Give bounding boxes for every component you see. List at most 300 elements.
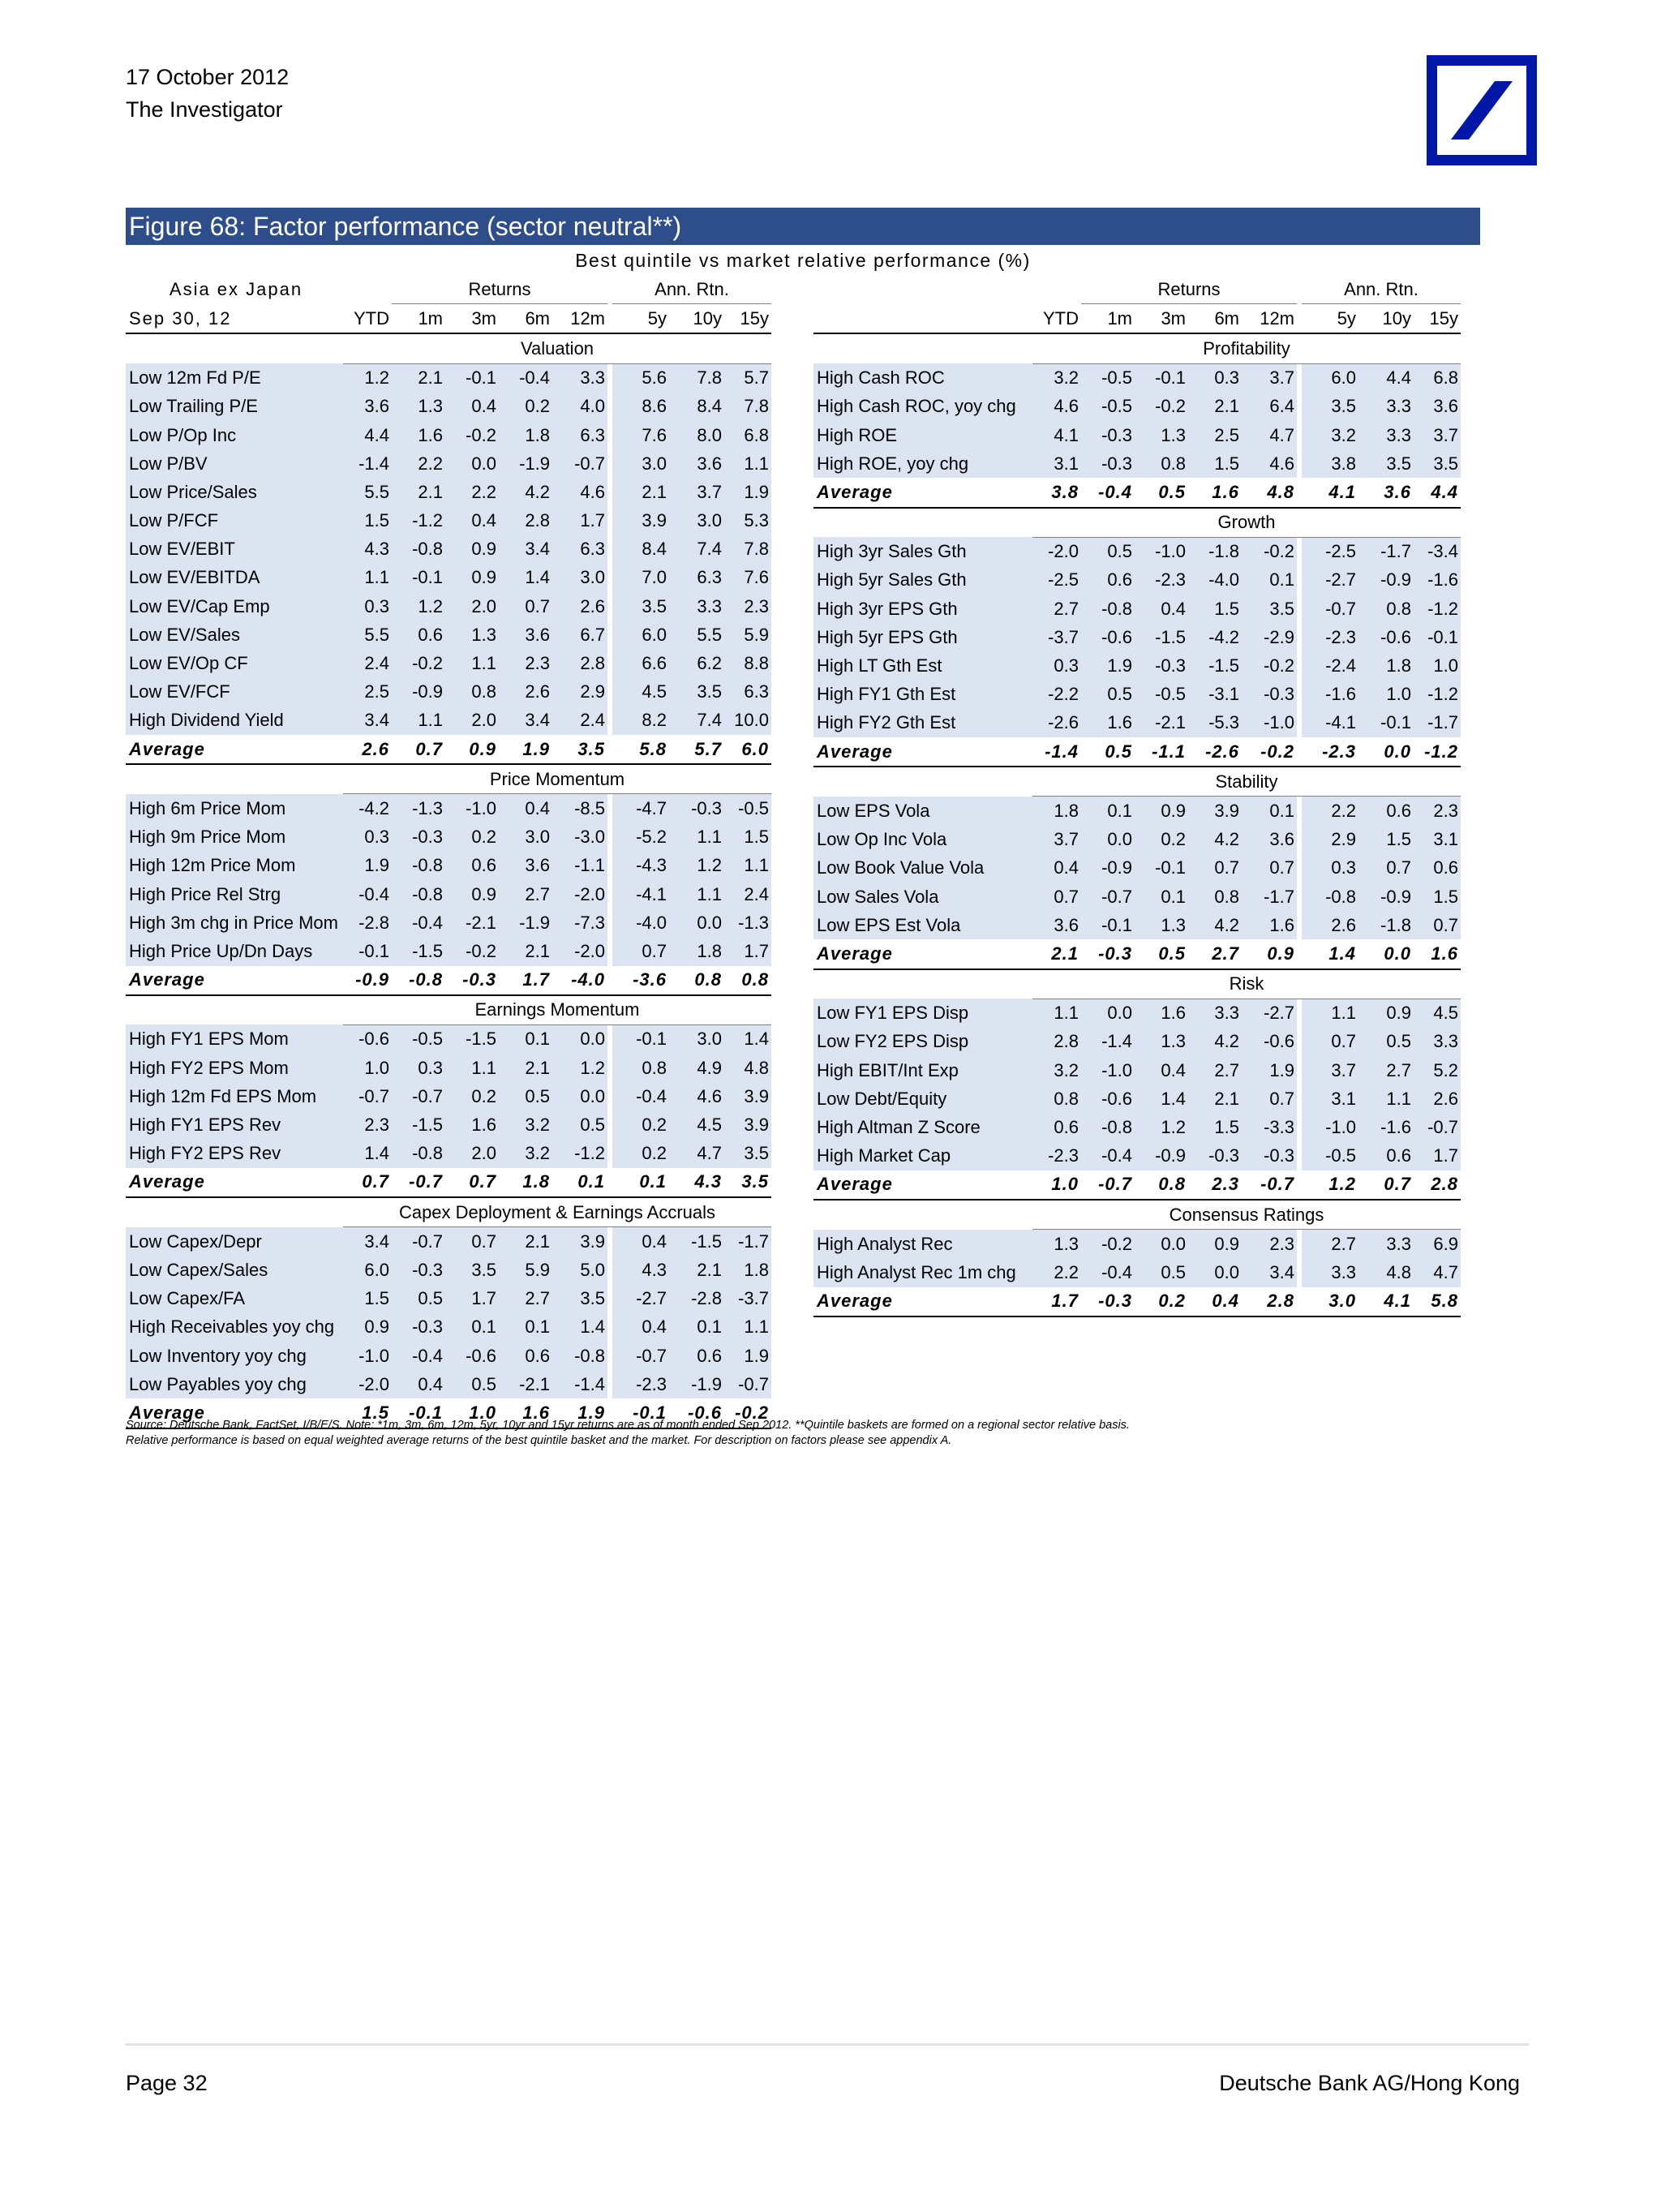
factor-label: Low FY2 EPS Disp	[813, 1028, 1032, 1056]
value-cell: 6.0	[343, 1256, 392, 1284]
value-cell: -3.3	[1242, 1113, 1297, 1141]
value-cell: 2.8	[1414, 1170, 1461, 1200]
col-header: 6m	[499, 304, 552, 334]
value-cell: 0.5	[1081, 737, 1135, 767]
value-cell: 5.7	[724, 363, 771, 393]
value-cell: -2.5	[1302, 537, 1358, 566]
value-cell: 0.5	[1135, 1258, 1188, 1286]
value-cell: 1.7	[724, 937, 771, 965]
value-cell: 0.7	[499, 592, 552, 621]
value-cell: 3.1	[1414, 826, 1461, 854]
value-cell: 6.6	[612, 649, 669, 677]
value-cell: -0.8	[1081, 595, 1135, 623]
table-row	[126, 592, 771, 621]
value-cell: 3.0	[669, 1024, 724, 1054]
value-cell: 1.5	[343, 1398, 392, 1428]
value-cell: 0.1	[669, 1313, 724, 1342]
col-header: 10y	[1358, 304, 1414, 334]
factor-label: High FY1 EPS Rev	[126, 1110, 343, 1139]
value-cell: -4.1	[612, 880, 669, 908]
table-row	[813, 1258, 1461, 1286]
value-cell: 3.4	[499, 535, 552, 564]
value-cell: -0.7	[612, 1342, 669, 1370]
value-cell: 3.1	[1032, 449, 1081, 478]
section-header-row	[813, 333, 1461, 363]
table-row	[813, 393, 1461, 421]
value-cell: -0.8	[392, 852, 445, 880]
factor-label: High 5yr EPS Gth	[813, 623, 1032, 651]
average-row	[813, 478, 1461, 507]
value-cell: 3.9	[612, 507, 669, 535]
value-cell: 1.1	[724, 852, 771, 880]
value-cell: -1.0	[1135, 537, 1188, 566]
table-row	[126, 1082, 771, 1110]
value-cell: 0.0	[552, 1024, 607, 1054]
col-header: YTD	[1032, 304, 1081, 334]
value-cell: 1.1	[1302, 999, 1358, 1028]
value-cell: -1.1	[1135, 737, 1188, 767]
value-cell: 0.4	[499, 794, 552, 823]
value-cell: -1.2	[1414, 681, 1461, 709]
table-row	[813, 999, 1461, 1028]
section-header-row	[813, 1200, 1461, 1230]
value-cell: -0.3	[1135, 651, 1188, 680]
value-cell: -0.3	[1242, 681, 1297, 709]
value-cell: -3.0	[552, 823, 607, 852]
value-cell: 3.5	[1414, 449, 1461, 478]
value-cell: -5.2	[612, 823, 669, 852]
value-cell: 3.3	[1358, 421, 1414, 449]
value-cell: -0.2	[1242, 651, 1297, 680]
value-cell: 2.8	[1242, 1287, 1297, 1316]
value-cell: 1.3	[1032, 1230, 1081, 1259]
value-cell: 1.2	[343, 363, 392, 393]
section-title: Growth	[1032, 508, 1461, 538]
value-cell: 3.3	[1414, 1028, 1461, 1056]
value-cell: 2.2	[1302, 797, 1358, 826]
value-cell: -1.4	[1081, 1028, 1135, 1056]
value-cell: 0.7	[1242, 854, 1297, 883]
table-row	[126, 937, 771, 965]
section-spacer	[813, 1200, 1032, 1230]
value-cell: -0.2	[392, 649, 445, 677]
value-cell: 3.5	[552, 735, 607, 764]
value-cell: -0.4	[1081, 478, 1135, 507]
value-cell: 3.5	[724, 1168, 771, 1197]
table-row	[126, 649, 771, 677]
value-cell: 0.0	[1135, 1230, 1188, 1259]
value-cell: -0.2	[1242, 537, 1297, 566]
table-row	[126, 1140, 771, 1168]
value-cell: -4.0	[552, 966, 607, 995]
value-cell: 2.8	[552, 649, 607, 677]
table-row	[126, 535, 771, 564]
value-cell: -2.6	[1032, 709, 1081, 737]
value-cell: 2.3	[724, 592, 771, 621]
value-cell: 1.6	[445, 1110, 499, 1139]
table-row	[813, 1230, 1461, 1259]
table-row	[126, 823, 771, 852]
value-cell: 0.5	[1358, 1028, 1414, 1056]
value-cell: 6.3	[552, 535, 607, 564]
value-cell: 1.4	[1135, 1085, 1188, 1113]
value-cell: -1.8	[1188, 537, 1242, 566]
factor-label: Low Op Inc Vola	[813, 826, 1032, 854]
value-cell: -1.6	[1414, 566, 1461, 595]
value-cell: 4.2	[1188, 826, 1242, 854]
value-cell: 5.5	[669, 621, 724, 649]
value-cell: -8.5	[552, 794, 607, 823]
factor-label: Low Price/Sales	[126, 478, 343, 506]
value-cell: 4.8	[724, 1054, 771, 1082]
factor-label: High Price Up/Dn Days	[126, 937, 343, 965]
value-cell: 2.7	[1188, 939, 1242, 969]
value-cell: 1.8	[1032, 797, 1081, 826]
value-cell: 2.1	[1188, 1085, 1242, 1113]
value-cell: -0.5	[1081, 393, 1135, 421]
value-cell: 4.1	[1032, 421, 1081, 449]
value-cell: -0.4	[1081, 1258, 1135, 1286]
value-cell: 0.6	[1358, 797, 1414, 826]
value-cell: 3.5	[1358, 449, 1414, 478]
value-cell: 3.9	[724, 1082, 771, 1110]
value-cell: -0.5	[1081, 363, 1135, 393]
value-cell: 4.2	[1188, 911, 1242, 939]
value-cell: 1.5	[1188, 595, 1242, 623]
value-cell: 0.8	[1358, 595, 1414, 623]
value-cell: 0.7	[1032, 883, 1081, 911]
value-cell: -3.7	[724, 1285, 771, 1313]
value-cell: 2.0	[445, 707, 499, 735]
value-cell: 0.1	[612, 1168, 669, 1197]
value-cell: -2.1	[1135, 709, 1188, 737]
value-cell: 3.4	[499, 707, 552, 735]
value-cell: 3.6	[343, 393, 392, 421]
factor-label: High Altman Z Score	[813, 1113, 1032, 1141]
value-cell: 0.7	[1242, 1085, 1297, 1113]
value-cell: 2.3	[499, 649, 552, 677]
value-cell: -0.6	[1242, 1028, 1297, 1056]
table-row	[813, 595, 1461, 623]
value-cell: 0.6	[392, 621, 445, 649]
value-cell: -2.0	[552, 880, 607, 908]
factor-label: High Receivables yoy chg	[126, 1313, 343, 1342]
value-cell: 8.4	[612, 535, 669, 564]
factor-label: High FY2 Gth Est	[813, 709, 1032, 737]
value-cell: 2.1	[1188, 393, 1242, 421]
average-label: Average	[813, 1287, 1032, 1316]
source-line-2: Relative performance is based on equal weighted average returns of the best quintile basket and the market. For description on factors please see appendix A.	[126, 1434, 952, 1447]
value-cell: -0.7	[392, 1082, 445, 1110]
value-cell: -0.3	[392, 1313, 445, 1342]
value-cell: 0.6	[1032, 1113, 1081, 1141]
value-cell: 1.6	[1242, 911, 1297, 939]
value-cell: 4.6	[1032, 393, 1081, 421]
value-cell: -0.2	[1081, 1230, 1135, 1259]
value-cell: -0.6	[669, 1398, 724, 1428]
value-cell: 4.8	[1242, 478, 1297, 507]
average-row	[813, 737, 1461, 767]
value-cell: -0.9	[1358, 883, 1414, 911]
value-cell: 0.7	[392, 735, 445, 764]
value-cell: 3.3	[1302, 1258, 1358, 1286]
value-cell: 5.6	[612, 363, 669, 393]
value-cell: 2.3	[1242, 1230, 1297, 1259]
value-cell: -0.1	[612, 1024, 669, 1054]
value-cell: 2.0	[445, 592, 499, 621]
value-cell: 1.7	[1032, 1287, 1081, 1316]
value-cell: -1.0	[343, 1342, 392, 1370]
value-cell: 2.5	[1188, 421, 1242, 449]
value-cell: 0.9	[1358, 999, 1414, 1028]
value-cell: 0.3	[1302, 854, 1358, 883]
col-header: 15y	[1414, 304, 1461, 334]
factor-label: Low Inventory yoy chg	[126, 1342, 343, 1370]
value-cell: 1.1	[1032, 999, 1081, 1028]
value-cell: 1.1	[669, 880, 724, 908]
value-cell: 0.5	[499, 1082, 552, 1110]
value-cell: 1.2	[392, 592, 445, 621]
value-cell: 3.7	[669, 478, 724, 506]
value-cell: 0.0	[552, 1082, 607, 1110]
value-cell: 1.9	[724, 1342, 771, 1370]
value-cell: 2.1	[499, 1227, 552, 1256]
value-cell: -0.6	[1081, 623, 1135, 651]
value-cell: 1.8	[499, 1168, 552, 1197]
value-cell: 2.7	[1358, 1056, 1414, 1085]
value-cell: -0.7	[1414, 1113, 1461, 1141]
value-cell: 0.4	[612, 1227, 669, 1256]
value-cell: 1.5	[1358, 826, 1414, 854]
value-cell: 0.5	[392, 1285, 445, 1313]
value-cell: 0.0	[1188, 1258, 1242, 1286]
value-cell: 1.9	[552, 1398, 607, 1428]
value-cell: -3.7	[1032, 623, 1081, 651]
section-header-row	[813, 767, 1461, 797]
value-cell: 2.2	[445, 478, 499, 506]
value-cell: 6.3	[724, 678, 771, 707]
value-cell: -2.1	[499, 1370, 552, 1398]
value-cell: -0.1	[392, 564, 445, 592]
value-cell: -2.6	[1188, 737, 1242, 767]
table-row	[813, 566, 1461, 595]
value-cell: 0.7	[1302, 1028, 1358, 1056]
value-cell: 0.8	[1135, 449, 1188, 478]
value-cell: -0.4	[499, 363, 552, 393]
value-cell: 1.5	[343, 507, 392, 535]
value-cell: 1.7	[499, 966, 552, 995]
value-cell: 0.4	[1188, 1287, 1242, 1316]
value-cell: 2.3	[1188, 1170, 1242, 1200]
value-cell: -0.2	[445, 421, 499, 449]
section-spacer	[813, 969, 1032, 999]
value-cell: 3.6	[1358, 478, 1414, 507]
value-cell: 4.6	[669, 1082, 724, 1110]
value-cell: 7.6	[724, 564, 771, 592]
factor-label: High ROE, yoy chg	[813, 449, 1032, 478]
value-cell: 1.1	[343, 564, 392, 592]
value-cell: 1.3	[392, 393, 445, 421]
value-cell: 0.9	[445, 564, 499, 592]
value-cell: 0.6	[445, 852, 499, 880]
value-cell: 0.3	[1188, 363, 1242, 393]
section-header-row	[126, 764, 771, 794]
value-cell: 0.5	[1081, 537, 1135, 566]
col-header: 5y	[612, 304, 669, 334]
value-cell: 1.7	[445, 1285, 499, 1313]
value-cell: 1.4	[499, 564, 552, 592]
average-label: Average	[813, 1170, 1032, 1200]
value-cell: 4.7	[1414, 1258, 1461, 1286]
value-cell: 0.4	[1135, 1056, 1188, 1085]
factor-label: High Analyst Rec 1m chg	[813, 1258, 1032, 1286]
value-cell: 4.5	[1414, 999, 1461, 1028]
table-row	[126, 1370, 771, 1398]
value-cell: 0.0	[669, 908, 724, 937]
section-title: Price Momentum	[343, 764, 771, 794]
factor-label: High Market Cap	[813, 1142, 1032, 1170]
table-row	[813, 421, 1461, 449]
table-row	[126, 1227, 771, 1256]
value-cell: -2.2	[1032, 681, 1081, 709]
value-cell: 3.8	[1032, 478, 1081, 507]
value-cell: 5.8	[1414, 1287, 1461, 1316]
value-cell: -2.7	[1242, 999, 1297, 1028]
value-cell: -0.9	[1358, 566, 1414, 595]
value-cell: -1.3	[392, 794, 445, 823]
col-header: 12m	[552, 304, 607, 334]
value-cell: 1.2	[552, 1054, 607, 1082]
factor-label: Low Capex/Sales	[126, 1256, 343, 1284]
value-cell: 2.1	[392, 478, 445, 506]
value-cell: 0.9	[445, 535, 499, 564]
value-cell: 0.8	[1032, 1085, 1081, 1113]
value-cell: 1.1	[392, 707, 445, 735]
value-cell: 1.0	[1032, 1170, 1081, 1200]
value-cell: -1.7	[1414, 709, 1461, 737]
value-cell: 4.4	[1358, 363, 1414, 393]
value-cell: 6.0	[724, 735, 771, 764]
value-cell: 0.3	[392, 1054, 445, 1082]
value-cell: 0.2	[1135, 826, 1188, 854]
value-cell: -0.3	[669, 794, 724, 823]
value-cell: -1.0	[1302, 1113, 1358, 1141]
value-cell: -3.4	[1414, 537, 1461, 566]
value-cell: 0.1	[445, 1313, 499, 1342]
value-cell: 3.5	[669, 678, 724, 707]
table-row	[126, 794, 771, 823]
table-row	[813, 1085, 1461, 1113]
value-cell: -2.3	[612, 1370, 669, 1398]
value-cell: 0.8	[669, 966, 724, 995]
value-cell: 0.7	[1358, 1170, 1414, 1200]
value-cell: -1.9	[499, 908, 552, 937]
value-cell: 0.2	[445, 823, 499, 852]
value-cell: -0.1	[445, 363, 499, 393]
value-cell: 0.4	[445, 393, 499, 421]
value-cell: -1.0	[445, 794, 499, 823]
value-cell: 3.1	[1302, 1085, 1358, 1113]
value-cell: -1.2	[1414, 737, 1461, 767]
table-row	[126, 421, 771, 449]
value-cell: 1.9	[343, 852, 392, 880]
average-row	[126, 1168, 771, 1197]
value-cell: -0.1	[612, 1398, 669, 1428]
value-cell: 3.7	[1242, 363, 1297, 393]
table-row	[126, 880, 771, 908]
value-cell: 3.3	[552, 363, 607, 393]
value-cell: 2.4	[724, 880, 771, 908]
factor-label: High 6m Price Mom	[126, 794, 343, 823]
value-cell: -0.8	[392, 880, 445, 908]
table-row	[126, 908, 771, 937]
section-header-row	[813, 969, 1461, 999]
value-cell: 1.0	[445, 1398, 499, 1428]
table-row	[813, 1056, 1461, 1085]
value-cell: 7.6	[612, 421, 669, 449]
factor-label: High 3yr EPS Gth	[813, 595, 1032, 623]
value-cell: -2.3	[1302, 737, 1358, 767]
value-cell: 0.7	[445, 1227, 499, 1256]
section-spacer	[126, 764, 343, 794]
value-cell: 3.0	[499, 823, 552, 852]
value-cell: 1.3	[1135, 911, 1188, 939]
value-cell: -0.1	[343, 937, 392, 965]
value-cell: -0.3	[1081, 1287, 1135, 1316]
value-cell: 3.4	[1242, 1258, 1297, 1286]
value-cell: 7.4	[669, 535, 724, 564]
value-cell: 0.1	[499, 1024, 552, 1054]
value-cell: 0.7	[343, 1168, 392, 1197]
value-cell: 2.6	[1302, 911, 1358, 939]
value-cell: 4.5	[669, 1110, 724, 1139]
value-cell: -0.3	[392, 823, 445, 852]
value-cell: -0.7	[724, 1370, 771, 1398]
value-cell: -2.0	[552, 937, 607, 965]
factor-label: High ROE	[813, 421, 1032, 449]
value-cell: 1.7	[552, 507, 607, 535]
value-cell: -0.6	[1081, 1085, 1135, 1113]
value-cell: -3.6	[612, 966, 669, 995]
value-cell: 2.7	[499, 1285, 552, 1313]
factor-label: Low P/FCF	[126, 507, 343, 535]
value-cell: -0.5	[1302, 1142, 1358, 1170]
value-cell: -0.8	[552, 1342, 607, 1370]
value-cell: -1.5	[392, 937, 445, 965]
value-cell: 2.1	[392, 363, 445, 393]
factor-label: High FY1 EPS Mom	[126, 1024, 343, 1054]
col-header: 1m	[1081, 304, 1135, 334]
value-cell: 2.8	[499, 507, 552, 535]
value-cell: -0.6	[445, 1342, 499, 1370]
factor-label: High FY2 EPS Rev	[126, 1140, 343, 1168]
value-cell: 3.8	[1302, 449, 1358, 478]
value-cell: -0.3	[1242, 1142, 1297, 1170]
factor-label: Low Payables yoy chg	[126, 1370, 343, 1398]
value-cell: 3.4	[343, 1227, 392, 1256]
value-cell: -0.7	[1302, 595, 1358, 623]
value-cell: 2.9	[1302, 826, 1358, 854]
value-cell: 2.7	[499, 880, 552, 908]
factor-label: Low EV/Cap Emp	[126, 592, 343, 621]
value-cell: 0.9	[1135, 797, 1188, 826]
value-cell: 1.4	[724, 1024, 771, 1054]
value-cell: -1.1	[552, 852, 607, 880]
table-row	[126, 507, 771, 535]
value-cell: 1.2	[1302, 1170, 1358, 1200]
value-cell: 1.6	[499, 1398, 552, 1428]
value-cell: 2.1	[499, 937, 552, 965]
